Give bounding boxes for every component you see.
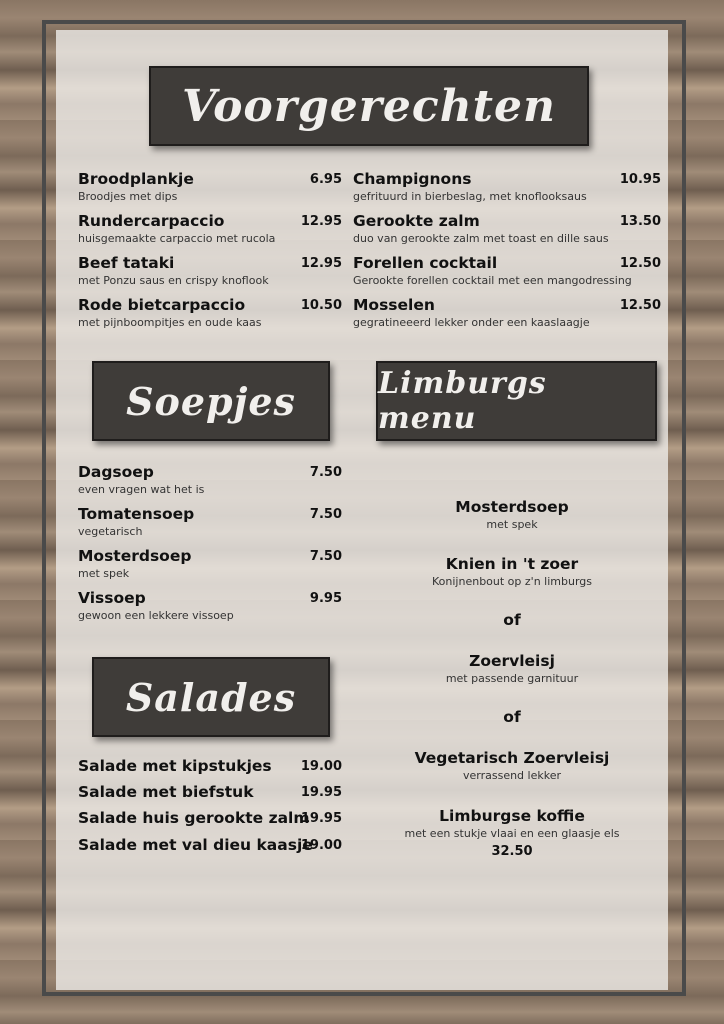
limburgs-item xyxy=(378,651,646,687)
limburgs-or xyxy=(378,611,646,629)
menu-item xyxy=(353,170,661,205)
item-price: 12.50 xyxy=(619,298,661,313)
item-price: 7.50 xyxy=(309,507,342,522)
item-name: Mosterdsoep xyxy=(78,547,192,565)
item-desc: met spek xyxy=(78,567,130,580)
menu-item xyxy=(78,589,342,624)
menu-item xyxy=(78,463,342,498)
item-name: Salade met val dieu kaasje xyxy=(78,836,313,854)
salad-item xyxy=(78,783,342,801)
item-name: Champignons xyxy=(353,170,472,188)
item-name: Forellen cocktail xyxy=(353,254,498,272)
item-name: Limburgse koffie xyxy=(439,807,585,825)
banner-soepjes: Soepjes xyxy=(92,361,330,441)
banner-salades: Salades xyxy=(92,657,330,737)
item-desc: gewoon een lekkere vissoep xyxy=(78,609,234,622)
item-desc: met spek xyxy=(486,518,538,531)
item-price: 7.50 xyxy=(309,465,342,480)
item-price: 12.95 xyxy=(300,214,342,229)
item-name: Tomatensoep xyxy=(78,505,195,523)
item-name: Salade met biefstuk xyxy=(78,783,254,801)
item-name: Gerookte zalm xyxy=(353,212,480,230)
salad-item xyxy=(78,836,342,854)
limburgs-or xyxy=(378,708,646,726)
or-label: of xyxy=(503,611,521,629)
item-desc: huisgemaakte carpaccio met rucola xyxy=(78,232,276,245)
item-price: 9.95 xyxy=(309,591,342,606)
salad-item xyxy=(78,809,342,827)
menu-item xyxy=(78,505,342,540)
item-price: 10.50 xyxy=(300,298,342,313)
item-name: Beef tataki xyxy=(78,254,175,272)
item-name: Vissoep xyxy=(78,589,146,607)
item-name: Rundercarpaccio xyxy=(78,212,225,230)
item-desc: Konijnenbout op z'n limburgs xyxy=(432,575,592,588)
limburgs-menu-price: 32.50 xyxy=(491,844,533,859)
menu-item xyxy=(78,296,342,331)
item-price: 19.00 xyxy=(300,838,342,853)
menu-item xyxy=(78,170,342,205)
item-desc: even vragen wat het is xyxy=(78,483,205,496)
item-desc: met Ponzu saus en crispy knoflook xyxy=(78,274,269,287)
limburgs-item xyxy=(378,748,646,784)
item-price: 6.95 xyxy=(309,172,342,187)
item-name: Vegetarisch Zoervleisj xyxy=(414,749,610,767)
menu-item xyxy=(353,212,661,247)
item-desc: met een stukje vlaai en een glaasje els xyxy=(404,827,620,840)
item-desc: gefrituurd in bierbeslag, met knoflooksaus xyxy=(353,190,587,203)
item-name: Salade huis gerookte zalm xyxy=(78,809,310,827)
or-label: of xyxy=(503,708,521,726)
item-price: 13.50 xyxy=(619,214,661,229)
item-desc: gegratineeerd lekker onder een kaaslaagje xyxy=(353,316,590,329)
item-price: 12.50 xyxy=(619,256,661,271)
menu-item xyxy=(78,212,342,247)
item-name: Knien in 't zoer xyxy=(445,555,579,573)
menu-item xyxy=(353,254,661,289)
item-name: Broodplankje xyxy=(78,170,194,188)
item-name: Salade met kipstukjes xyxy=(78,757,272,775)
item-price: 12.95 xyxy=(300,256,342,271)
item-desc: Gerookte forellen cocktail met een mangodressing xyxy=(353,274,632,287)
item-name: Mosterdsoep xyxy=(455,498,569,516)
menu-item xyxy=(353,296,661,331)
banner-voorgerechten: Voorgerechten xyxy=(149,66,589,146)
item-desc: verrassend lekker xyxy=(462,769,561,782)
item-price: 7.50 xyxy=(309,549,342,564)
item-desc: met passende garnituur xyxy=(445,672,579,685)
item-price: 19.00 xyxy=(300,759,342,774)
limburgs-item xyxy=(378,806,646,862)
menu-item xyxy=(78,254,342,289)
limburgs-item xyxy=(378,554,646,590)
item-desc: duo van gerookte zalm met toast en dille saus xyxy=(353,232,609,245)
item-desc: met pijnboompitjes en oude kaas xyxy=(78,316,262,329)
item-price: 19.95 xyxy=(300,785,342,800)
menu-item xyxy=(78,547,342,582)
item-name: Mosselen xyxy=(353,296,435,314)
item-price: 10.95 xyxy=(619,172,661,187)
item-desc: Broodjes met dips xyxy=(78,190,178,203)
banner-limburgs-menu: Limburgs menu xyxy=(376,361,657,441)
item-name: Rode bietcarpaccio xyxy=(78,296,246,314)
item-name: Zoervleisj xyxy=(469,652,555,670)
limburgs-item xyxy=(378,497,646,533)
salad-item xyxy=(78,757,342,775)
item-price: 19.95 xyxy=(300,811,342,826)
item-desc: vegetarisch xyxy=(78,525,143,538)
item-name: Dagsoep xyxy=(78,463,154,481)
